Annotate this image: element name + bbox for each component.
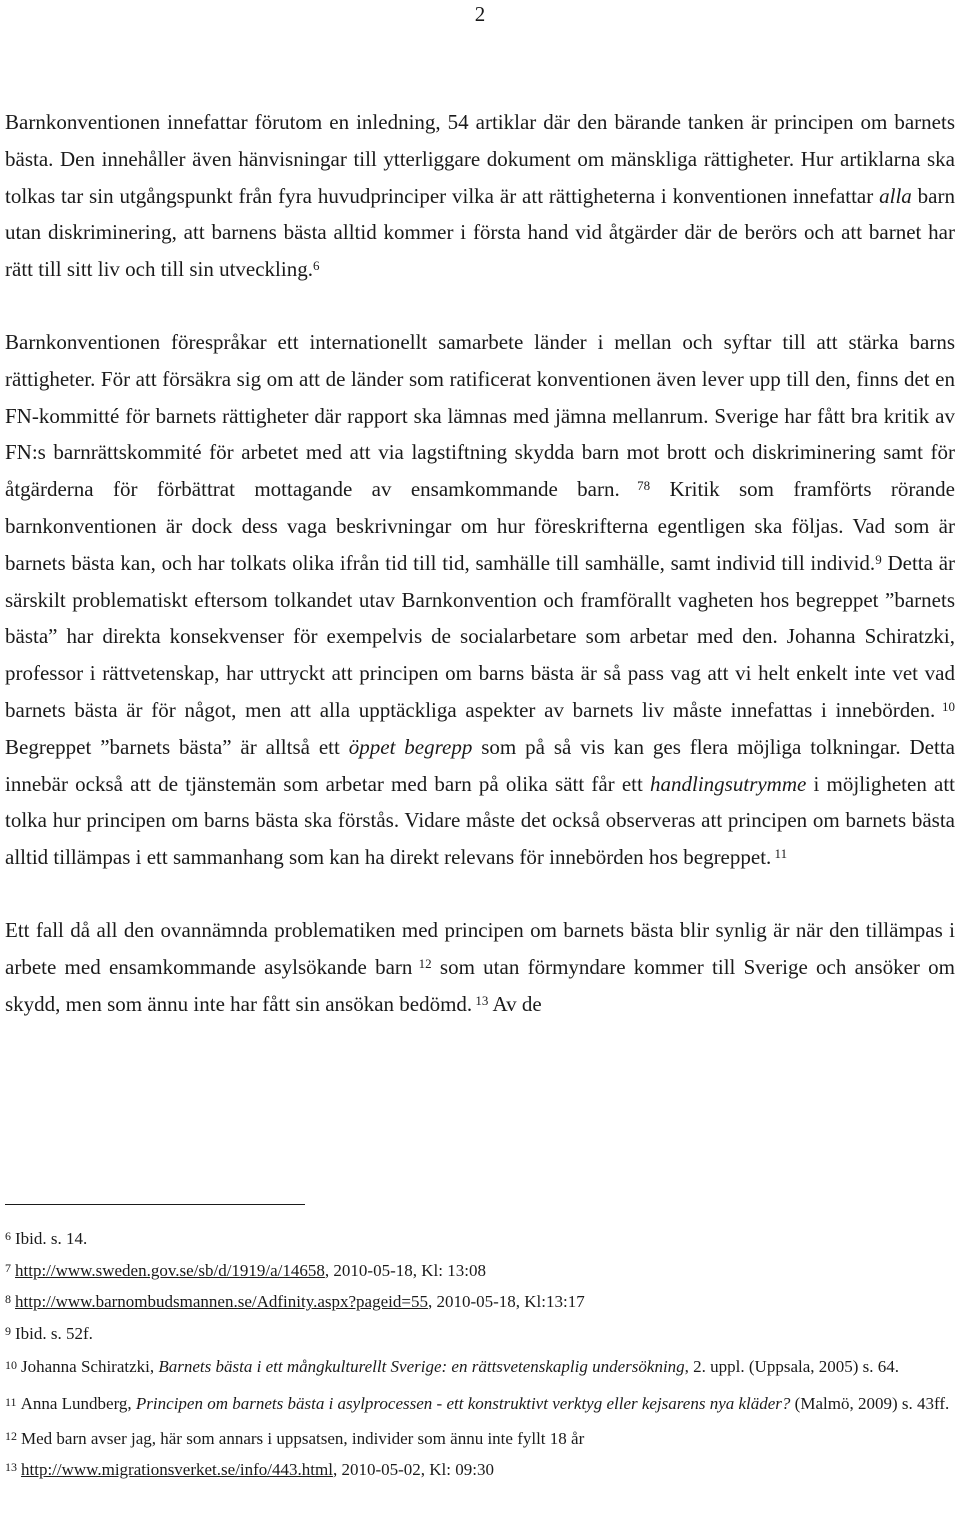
paragraph-2 — [5, 324, 955, 876]
footnote-text: , 2010-05-02, Kl: 09:30 — [332, 1460, 494, 1480]
footnote-11 — [5, 1389, 955, 1419]
text-run: Barnkonventionen förespråkar ett internationellt samarbete länder i mellan och syftar till att stärka barns rättigheter. För att försäkra sig om att de länder som ratificerat konventionen även lever upp till den, finns det en FN-kommitté för barnets rättigheter där rapport ska lämnas med jämna mellanrum. Sverige har fått bra kritik av FN:s barnrättskommité för arbetet med att via lagstiftning skydda barn mot brott och diskriminering samt för åtgärderna för förbättrat mottagande av ensamkommande barn. — [5, 329, 955, 502]
paragraph-1 — [5, 104, 955, 288]
footnote-number: 8 — [5, 1292, 11, 1307]
footnote-number: 9 — [5, 1323, 11, 1338]
italic-run: öppet begrepp — [348, 734, 473, 759]
footnote-text: , 2010-05-18, Kl:13:17 — [427, 1292, 585, 1312]
text-run: Ett fall då all den ovannämnda problematiken med principen om barnets bästa blir synlig är när den tillämpas i arbete med ensamkommande asylsökande barn — [5, 917, 955, 979]
text-run: i möjligheten att tolka hur principen om barns bästa ska förstås. Vidare måste det också observeras att principen om barnets bästa alltid tillämpas i ett sammanhang som kan ha direkt relevans för innebörden hos begreppet. — [5, 771, 955, 870]
footnote-ref[interactable]: 12 — [412, 955, 432, 971]
footnote-text: Johanna Schiratzki, — [21, 1357, 159, 1377]
footnote-number: 13 — [5, 1460, 17, 1475]
footnote-10 — [5, 1352, 955, 1382]
footnote-text: Anna Lundberg, — [20, 1393, 136, 1413]
text-run: som på så vis kan ges flera möjliga tolkningar. Detta innebär också att de tjänstemän som arbetar med barn på olika sätt får ett — [5, 734, 955, 796]
footnote-6 — [5, 1226, 955, 1251]
text-run: barn utan diskriminering, att barnens bästa alltid kommer i första hand vid åtgärder där de berörs och att barnet har rätt till sitt liv och till sin utveckling. — [5, 183, 955, 282]
footnote-number: 12 — [5, 1428, 17, 1443]
footnote-ref[interactable]: 13 — [472, 992, 489, 1008]
italic-run: alla — [879, 183, 912, 208]
footnote-number: 11 — [5, 1394, 17, 1409]
footnote-ref[interactable]: 9 — [875, 551, 882, 567]
footnote-text: Ibid. s. 14. — [15, 1229, 88, 1248]
footnote-text: Med barn avser jag, här som annars i uppsatsen, individer som ännu inte fyllt 18 år — [21, 1428, 585, 1448]
text-run: som utan förmyndare kommer till Sverige och ansöker om skydd, men som ännu inte har fått sin ansökan bedömd. — [5, 954, 955, 1016]
footnote-number: 10 — [5, 1358, 17, 1373]
footnote-8 — [5, 1289, 955, 1314]
footnote-separator — [5, 1204, 305, 1205]
text-run: Begreppet ”barnets bästa” är alltså ett — [5, 734, 349, 759]
body-text — [5, 104, 955, 1022]
footnote-text: (Malmö, 2009) s. 43ff. — [790, 1393, 950, 1413]
text-run: Barnkonventionen innefattar förutom en inledning, 54 artiklar där den bärande tanken är principen om barnets bästa. Den innehåller även hänvisningar till ytterliggare dokument om mänskliga rättigheter. Hur artiklarna ska tolkas tar sin utgångspunkt från fyra huvudprinciper vilka är att rättigheterna i konventionen innefattar — [5, 110, 955, 208]
italic-run: handlingsutrymme — [650, 771, 807, 796]
footnote-ref[interactable]: 10 — [935, 698, 956, 714]
text-run: Kritik som framförts rörande barnkonventionen är dock dess vaga beskrivningar om hur föreskrifterna egentligen ska följas. Vad som är barnets bästa kan, och har tolkats olika ifrån tid till tid, samhälle till samhälle, samt individ till individ. — [5, 477, 956, 575]
text-run: Detta är särskilt problematiskt eftersom tolkandet utav Barnkonvention och framförallt vagheten hos begreppet ”barnets bästa” har direkta konsekvenser för exempelvis de socialarbetare som arbetar med den. Johanna Schiratzki, professor i rättvetenskap, har uttryckt att principen om barns bästa är så pass vag att vi helt enkelt inte vet vad barnets bästa är för något, men att alla upptäckliga aspekter av barnets liv måste innefattas i innebörden. — [5, 550, 956, 722]
footnote-9 — [5, 1321, 955, 1346]
footnote-ref[interactable]: 11 — [771, 846, 788, 862]
footnote-link[interactable]: http://www.barnombudsmannen.se/Adfinity.aspx?pageid=55 — [15, 1292, 428, 1312]
footnote-link[interactable]: http://www.migrationsverket.se/info/443.html — [21, 1460, 333, 1480]
footnote-title: Barnets bästa i ett mångkulturellt Sverige: en rättsvetenskaplig undersökning — [158, 1357, 685, 1377]
footnote-text: Ibid. s. 52f. — [15, 1323, 93, 1343]
footnote-text: , 2010-05-18, Kl: 13:08 — [324, 1260, 486, 1280]
footnote-12 — [5, 1426, 955, 1451]
footnote-number: 7 — [5, 1260, 11, 1275]
footnote-ref[interactable]: 6 — [312, 258, 320, 274]
footnotes — [5, 1226, 955, 1489]
page-number: 2 — [474, 2, 486, 26]
footnote-13 — [5, 1457, 955, 1482]
footnote-text: , 2. uppl. (Uppsala, 2005) s. 64. — [684, 1357, 900, 1377]
text-run: Av de — [488, 991, 542, 1016]
footnote-link[interactable]: http://www.sweden.gov.se/sb/d/1919/a/14658 — [15, 1260, 325, 1280]
footnote-number: 6 — [5, 1229, 11, 1243]
paragraph-3 — [5, 912, 955, 1022]
footnote-ref[interactable]: 78 — [619, 478, 651, 494]
footnote-7 — [5, 1258, 955, 1283]
footnote-title: Principen om barnets bästa i asylprocessen - ett konstruktivt verktyg eller kejsarens nya kläder? — [135, 1393, 791, 1413]
